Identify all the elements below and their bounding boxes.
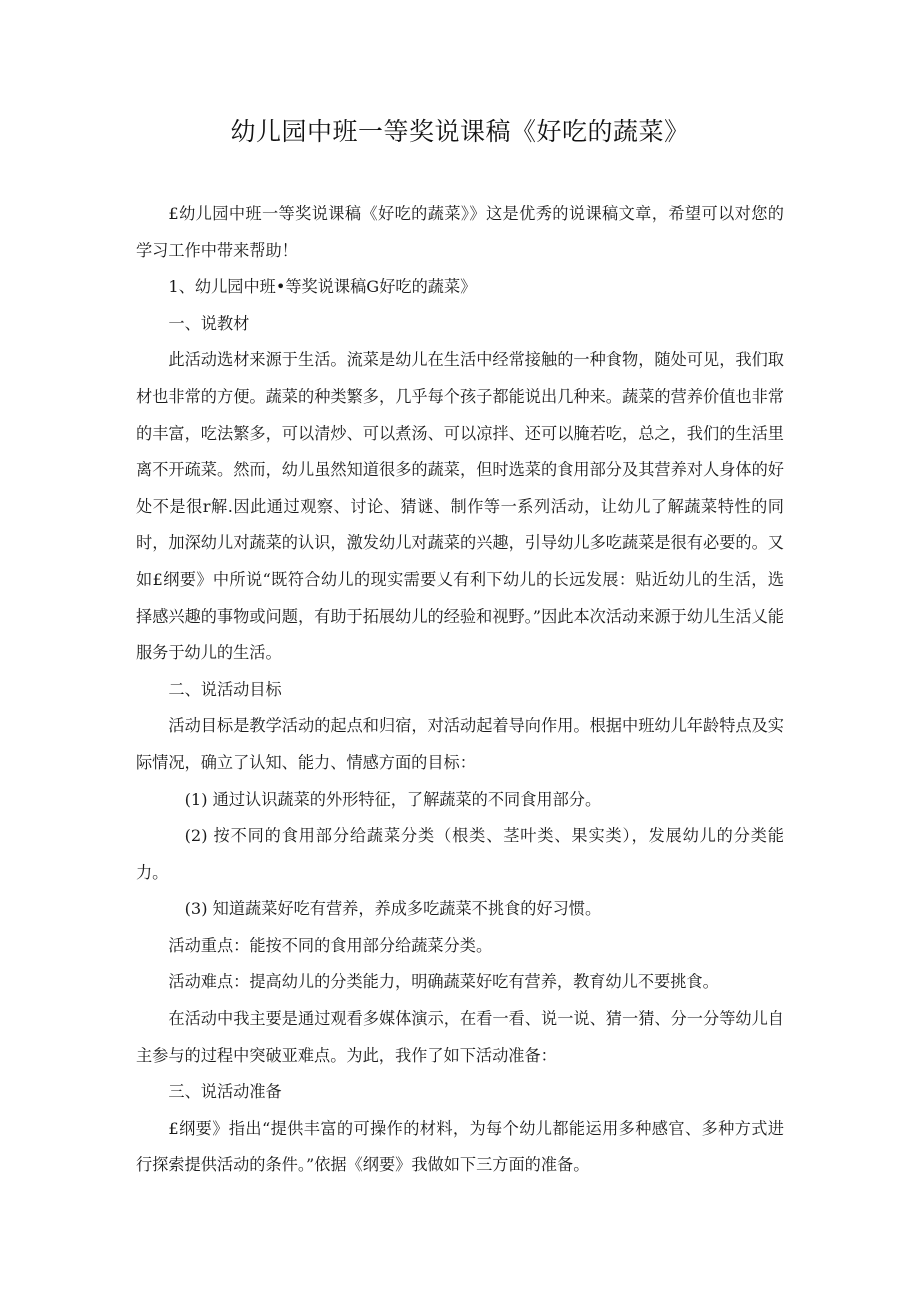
paragraph-preparation: £纲要》指出“提供丰富的可操作的材料，为每个幼儿都能运用多种感官、多种方式进行探索提供活动的条件。”依据《纲要》我做如下三方面的准备。 (136, 1118, 784, 1175)
goal-item-2: (2) 按不同的食用部分给蔬菜分类（根类、茎叶类、果实类），发展幼儿的分类能力。 (136, 826, 784, 882)
paragraph-materials: 此活动选材来源于生活。流菜是幼儿在生活中经常接触的一种食物，随处可见，我们取材也非常的方便。蔬菜的种类繁多，几乎每个孩子都能说出几种来。蔬菜的营养价值也非常的丰富，吃法繁多，可以清炒、可以煮汤、可以凉拌、还可以腌若吃，总之，我们的生活里离不开疏菜。然而，幼儿虽然知道很多的蔬菜，但时选菜的食用部分及其营养对人身体的好处不是很r解.因此通过观察、讨论、猜谜、制作等一系列活动，让幼儿了解蔬菜特性的同时，加深幼儿对蔬菜的认识，激发幼儿对蔬菜的兴趣，引导幼儿多吃蔬菜是很有必要的。又如£纲要》中所说“既符合幼儿的现实需要乂有利下幼儿的长远发展：贴近幼儿的生活，选择感兴趣的事物或问题，有助于拓展幼儿的经验和视野。”因此本次活动来源于幼儿生活乂能服务于幼儿的生活。 (136, 350, 784, 663)
paragraph-intro: £幼儿园中班一等奖说课稿《好吃的蔬菜》》这是优秀的说课稿文章，希望可以对您的学习工作中带来帮助！ (136, 204, 784, 260)
document-body (136, 196, 784, 1184)
document-title: 幼儿园中班一等奖说课稿《好吃的蔬菜》 (230, 117, 690, 146)
section-subtitle: 1、幼儿园中班•等奖说课稿G好吃的蔬菜》 (168, 277, 477, 297)
section-heading-preparation: 三、说活动准备 (168, 1082, 282, 1102)
paragraph-goals: 活动目标是教学活动的起点和归宿，对活动起着导向作用。根据中班幼儿年龄特点及实际情况，确立了认知、能力、情感方面的目标： (136, 716, 784, 772)
difficult-point: 活动难点：提高幼儿的分类能力，明确蔬菜好吃有营养，教育幼儿不要挑食。 (168, 972, 719, 992)
key-point: 活动重点：能按不同的食用部分给蔬菜分类。 (168, 935, 493, 955)
paragraph-approach: 在活动中我主要是通过观看多媒体演示，在看一看、说一说、猜一猜、分一分等幼儿自主参与的过程中突破亚难点。为此，我作了如下活动准备： (136, 1009, 784, 1065)
goal-item-3: (3) 知道蔬菜好吃有营养，养成多吃蔬菜不挑食的好习惯。 (184, 899, 602, 919)
goal-item-1: (1) 通过认识蔬菜的外形特征，了解蔬菜的不同食用部分。 (184, 789, 602, 809)
section-heading-goals: 二、说活动目标 (168, 679, 282, 699)
section-heading-materials: 一、说教材 (168, 313, 250, 333)
